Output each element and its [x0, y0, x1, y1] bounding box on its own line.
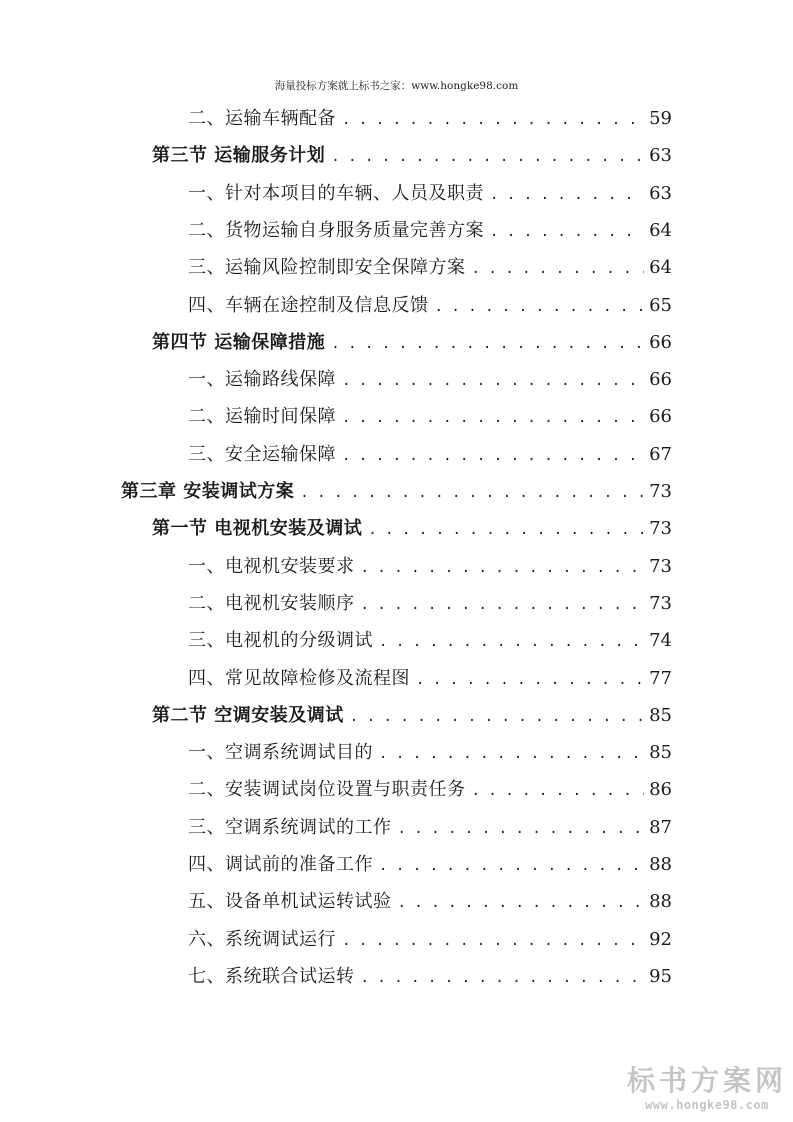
- toc-entry-title: 一、针对本项目的车辆、人员及职责: [188, 182, 484, 204]
- toc-leader-dots: [416, 663, 644, 697]
- toc-entry-title: 二、货物运输自身服务质量完善方案: [188, 219, 484, 241]
- toc-entry-title: 二、运输时间保障: [188, 406, 336, 428]
- toc-leader-dots: [342, 103, 644, 137]
- toc-entry-title: 一、空调系统调试目的: [188, 742, 373, 764]
- toc-entry-page: 64: [649, 219, 672, 241]
- toc-entry-page: 95: [649, 965, 672, 987]
- toc-leader-dots: [379, 849, 644, 883]
- watermark-title: 标书方案网: [627, 1064, 788, 1097]
- toc-entry-title: 六、系统调试运行: [188, 928, 336, 950]
- toc-entry-page: 63: [649, 145, 672, 167]
- toc-entry-page: 66: [649, 331, 672, 353]
- toc-entry[interactable]: [121, 475, 672, 509]
- watermark-logo: [627, 1064, 787, 1112]
- toc-entry[interactable]: [188, 587, 672, 621]
- toc-entry-page: 86: [649, 779, 672, 801]
- toc-entry-title: 五、设备单机试运转试验: [188, 891, 392, 913]
- toc-leader-dots: [342, 439, 644, 473]
- toc-leader-dots: [361, 961, 645, 995]
- toc-leader-dots: [300, 476, 644, 510]
- toc-entry[interactable]: [188, 438, 672, 472]
- toc-leader-dots: [435, 290, 645, 324]
- toc-entry[interactable]: [152, 512, 672, 546]
- toc-entry-title: 一、运输路线保障: [188, 369, 336, 391]
- toc-entry[interactable]: [188, 214, 672, 248]
- toc-entry[interactable]: [188, 177, 672, 211]
- toc-leader-dots: [342, 364, 644, 398]
- toc-entry-title: 三、电视机的分级调试: [188, 630, 373, 652]
- toc-entry[interactable]: [188, 885, 672, 919]
- toc-entry-page: 73: [649, 555, 672, 577]
- toc-entry[interactable]: [188, 550, 672, 584]
- toc-entry-title: 第一节 电视机安装及调试: [152, 518, 363, 540]
- toc-leader-dots: [379, 625, 644, 659]
- toc-entry-title: 三、安全运输保障: [188, 443, 336, 465]
- toc-entry-page: 73: [649, 518, 672, 540]
- toc-entry-title: 第二节 空调安装及调试: [152, 704, 344, 726]
- toc-entry[interactable]: [152, 699, 672, 733]
- toc-entry-page: 66: [649, 369, 672, 391]
- toc-leader-dots: [342, 924, 644, 958]
- toc-entry[interactable]: [152, 326, 672, 360]
- toc-entry-page: 64: [649, 257, 672, 279]
- toc-entry-title: 四、调试前的准备工作: [188, 854, 373, 875]
- toc-entry[interactable]: [188, 736, 672, 770]
- page-header: 海量投标方案就上标书之家：www.hongke98.com: [274, 80, 519, 92]
- toc-entry-page: 87: [649, 816, 672, 838]
- toc-entry-page: 92: [649, 928, 672, 950]
- toc-entry[interactable]: [188, 960, 672, 994]
- toc-entry-page: 73: [649, 592, 672, 614]
- toc-leader-dots: [350, 700, 644, 734]
- toc-entry-page: 73: [649, 481, 672, 502]
- toc-leader-dots: [472, 774, 645, 808]
- toc-leader-dots: [368, 513, 644, 547]
- toc-leader-dots: [331, 327, 644, 361]
- toc-entry-title: 四、常见故障检修及流程图: [188, 667, 410, 689]
- toc-entry[interactable]: [188, 363, 672, 397]
- toc-leader-dots: [490, 215, 644, 249]
- toc-entry-page: 67: [649, 443, 672, 465]
- toc-entry-page: 66: [649, 406, 672, 428]
- toc-entry-title: 七、系统联合试运转: [188, 965, 355, 987]
- watermark-url: www.hongke98.com: [645, 1098, 769, 1112]
- toc-entry-page: 88: [649, 891, 672, 913]
- toc-entry[interactable]: [188, 102, 672, 136]
- toc-entry[interactable]: [188, 662, 672, 696]
- toc-entry-page: 77: [649, 667, 672, 689]
- toc-leader-dots: [361, 588, 645, 622]
- toc-entry[interactable]: [188, 289, 672, 323]
- toc-entry-title: 第三节 运输服务计划: [152, 145, 326, 167]
- toc-entry-page: 74: [649, 630, 672, 652]
- toc-entry-title: 二、运输车辆配备: [188, 108, 336, 129]
- toc-entry-page: 59: [649, 108, 672, 129]
- toc-leader-dots: [342, 401, 644, 435]
- toc-entry-title: 三、空调系统调试的工作: [188, 816, 392, 838]
- toc-entry[interactable]: [188, 811, 672, 845]
- toc-entry[interactable]: [152, 139, 672, 173]
- toc-entry-title: 三、运输风险控制即安全保障方案: [188, 257, 466, 279]
- toc-entry-title: 一、电视机安装要求: [188, 555, 355, 577]
- toc-leader-dots: [398, 812, 645, 846]
- toc-entry[interactable]: [188, 400, 672, 434]
- toc-leader-dots: [398, 886, 645, 920]
- toc-entry-title: 二、安装调试岗位设置与职责任务: [188, 779, 466, 801]
- toc-entry-title: 四、车辆在途控制及信息反馈: [188, 294, 429, 316]
- toc-leader-dots: [361, 551, 645, 585]
- toc-entry-title: 二、电视机安装顺序: [188, 592, 355, 614]
- toc-entry[interactable]: [188, 251, 672, 285]
- toc-leader-dots: [379, 737, 644, 771]
- toc-entry[interactable]: [188, 624, 672, 658]
- toc-entry-page: 63: [649, 182, 672, 204]
- toc-entry-title: 第三章 安装调试方案: [121, 481, 295, 502]
- toc-leader-dots: [490, 178, 644, 212]
- toc-entry-title: 第四节 运输保障措施: [152, 331, 326, 353]
- toc-leader-dots: [331, 140, 644, 174]
- toc-entry-page: 88: [649, 854, 672, 875]
- toc-entry[interactable]: [188, 923, 672, 957]
- toc-entry-page: 85: [649, 704, 672, 726]
- toc-leader-dots: [472, 252, 645, 286]
- toc-entry[interactable]: [188, 848, 672, 882]
- toc-entry-page: 65: [649, 294, 672, 316]
- toc-entry[interactable]: [188, 773, 672, 807]
- toc-entry-page: 85: [649, 742, 672, 764]
